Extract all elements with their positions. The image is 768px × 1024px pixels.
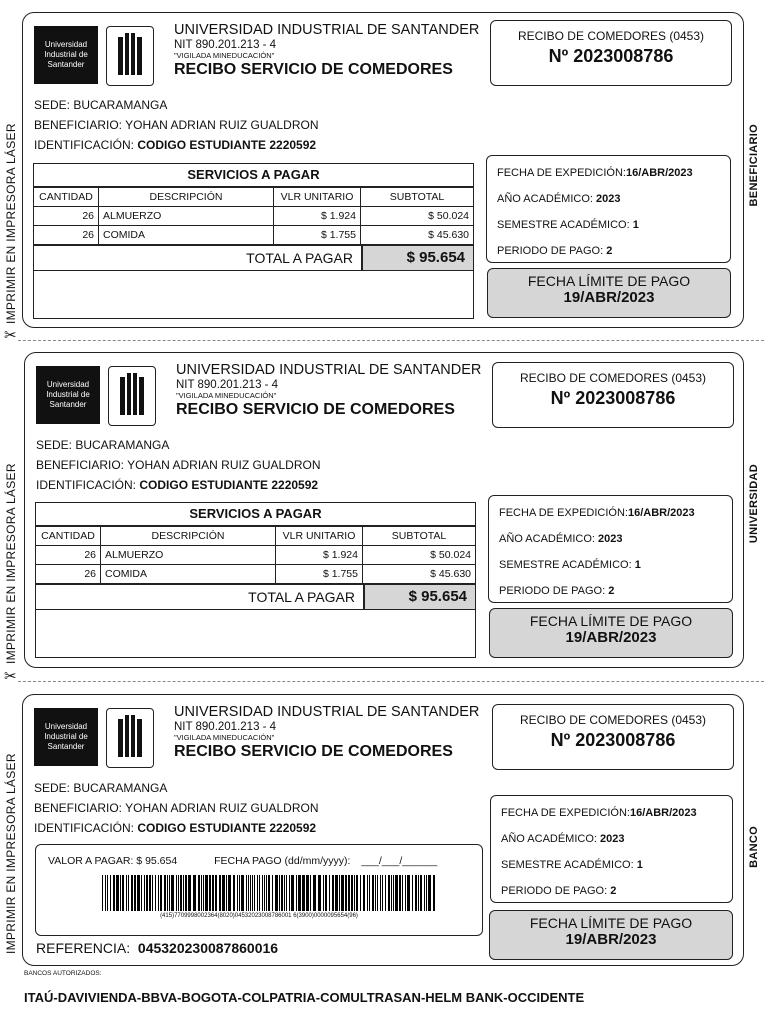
periodo-value: 2 bbox=[610, 885, 617, 897]
logo-text: Santander bbox=[47, 742, 85, 751]
barcode-bar bbox=[388, 875, 390, 911]
barcode-bar bbox=[167, 875, 168, 911]
barcode-bar bbox=[310, 875, 311, 911]
receipt-number-box bbox=[492, 362, 734, 428]
cell-descripcion: ALMUERZO bbox=[101, 546, 276, 565]
barcode-bar bbox=[178, 875, 179, 911]
barcode-bar bbox=[412, 875, 413, 911]
barcode-bar bbox=[281, 875, 283, 911]
barcode-bar bbox=[171, 875, 174, 911]
cell-cantidad: 26 bbox=[36, 565, 101, 584]
identificacion-label: IDENTIFICACIÓN: bbox=[34, 138, 135, 152]
barcode-bar bbox=[264, 875, 265, 911]
barcode-bar bbox=[306, 875, 309, 911]
cell-descripcion: COMIDA bbox=[101, 565, 276, 584]
barcode-bar bbox=[131, 875, 133, 911]
periodo-value: 2 bbox=[608, 585, 615, 597]
print-instruction: IMPRIMIR EN IMPRESORA LÁSER bbox=[4, 463, 18, 664]
column-header: DESCRIPCIÓN bbox=[99, 188, 274, 207]
barcode-bar bbox=[250, 875, 251, 911]
header-block bbox=[174, 22, 479, 79]
dates-box bbox=[490, 795, 733, 903]
periodo-label: PERIODO DE PAGO: bbox=[497, 245, 607, 257]
barcode-bar bbox=[164, 875, 166, 911]
cell-subtotal: $ 45.630 bbox=[363, 565, 476, 584]
cell-unitario: $ 1.924 bbox=[276, 546, 363, 565]
beneficiario: BENEFICIARIO: YOHAN ADRIAN RUIZ GUALDRON bbox=[34, 118, 319, 132]
barcode-bar bbox=[219, 875, 221, 911]
barcode-bar bbox=[257, 875, 258, 911]
barcode-bar bbox=[239, 875, 240, 911]
barcode-bar bbox=[407, 875, 410, 911]
barcode-bar bbox=[262, 875, 263, 911]
vigilada-label: "VIGILADA MINEDUCACIÓN" bbox=[174, 50, 275, 60]
barcode-bar bbox=[424, 875, 425, 911]
barcode-bar bbox=[116, 875, 119, 911]
barcode-bar bbox=[399, 875, 401, 911]
cell-descripcion: COMIDA bbox=[99, 226, 274, 245]
barcode-bar bbox=[188, 875, 191, 911]
university-logo bbox=[34, 708, 98, 766]
reference-value: 045320230087860016 bbox=[137, 940, 279, 956]
barcode-bar bbox=[212, 875, 214, 911]
services-title: SERVICIOS A PAGAR bbox=[34, 164, 473, 187]
expedicion-value: 16/ABR/2023 bbox=[629, 807, 697, 819]
barcode-bar bbox=[428, 875, 431, 911]
semestre-label: SEMESTRE ACADÉMICO: bbox=[499, 559, 635, 571]
logo-text: Universidad bbox=[46, 380, 90, 389]
periodo-value: 2 bbox=[606, 245, 613, 257]
logo-text: Santander bbox=[49, 400, 87, 409]
print-instruction: IMPRIMIR EN IMPRESORA LÁSER bbox=[4, 753, 18, 954]
cell-subtotal: $ 50.024 bbox=[363, 546, 476, 565]
total-row bbox=[34, 245, 473, 271]
barcode-bar bbox=[329, 875, 330, 911]
total-value: $ 95.654 bbox=[363, 585, 475, 609]
fecha-pago-label: FECHA PAGO (dd/mm/yyyy): bbox=[214, 855, 351, 867]
identificacion-label: IDENTIFICACIÓN: bbox=[36, 478, 137, 492]
uis-emblem-icon bbox=[108, 366, 156, 426]
valor-a-pagar: VALOR A PAGAR: $ 95.654 bbox=[48, 855, 178, 867]
barcode-bar bbox=[259, 875, 260, 911]
logo-text: Industrial de bbox=[44, 732, 88, 741]
sede: SEDE: BUCARAMANGA bbox=[36, 438, 170, 452]
services-title: SERVICIOS A PAGAR bbox=[36, 503, 475, 526]
barcode-bar bbox=[176, 875, 177, 911]
barcode-bar bbox=[183, 875, 184, 911]
barcode-bar bbox=[152, 875, 153, 911]
barcode-bar bbox=[332, 875, 334, 911]
barcode-bar bbox=[120, 875, 121, 911]
periodo-label: PERIODO DE PAGO: bbox=[501, 885, 611, 897]
student-info bbox=[36, 435, 321, 495]
anio-value: 2023 bbox=[600, 833, 625, 845]
barcode-bar bbox=[222, 875, 225, 911]
barcode-bar bbox=[266, 875, 267, 911]
vigilada-label: "VIGILADA MINEDUCACIÓN" bbox=[174, 732, 275, 742]
barcode-bar bbox=[323, 875, 324, 911]
student-info bbox=[34, 95, 319, 155]
barcode-bar bbox=[107, 875, 108, 911]
header-block bbox=[176, 362, 481, 419]
barcode-bar bbox=[215, 875, 217, 911]
logo-text: Universidad bbox=[44, 722, 88, 731]
university-name: UNIVERSIDAD INDUSTRIAL DE SANTANDER bbox=[174, 22, 480, 38]
anio-value: 2023 bbox=[596, 193, 621, 205]
barcode-bar bbox=[102, 875, 103, 911]
barcode-bar bbox=[284, 875, 285, 911]
barcode-bar bbox=[375, 875, 376, 911]
receipt-number-box bbox=[490, 20, 732, 86]
semestre-label: SEMESTRE ACADÉMICO: bbox=[501, 859, 637, 871]
due-date-value: 19/ABR/2023 bbox=[565, 931, 657, 948]
identificacion-value: CODIGO ESTUDIANTE 2220592 bbox=[137, 138, 317, 152]
anio-value: 2023 bbox=[598, 533, 623, 545]
barcode-bar bbox=[380, 875, 381, 911]
barcode-bar bbox=[339, 875, 340, 911]
semestre-label: SEMESTRE ACADÉMICO: bbox=[497, 219, 633, 231]
receipt-number: Nº 2023008786 bbox=[550, 730, 676, 750]
barcode-bar bbox=[158, 875, 159, 911]
barcode-bar bbox=[248, 875, 249, 911]
scissors-icon: ✂ bbox=[4, 668, 17, 685]
barcode-bar bbox=[155, 875, 156, 911]
column-header: SUBTOTAL bbox=[363, 527, 476, 546]
page-title: RECIBO SERVICIO DE COMEDORES bbox=[174, 60, 453, 78]
uis-emblem-icon bbox=[106, 708, 154, 768]
logo-text: Industrial de bbox=[44, 50, 88, 59]
barcode-bar bbox=[144, 875, 145, 911]
barcode-bar bbox=[356, 875, 358, 911]
scissors-icon: ✂ bbox=[4, 327, 17, 344]
barcode-bar bbox=[351, 875, 353, 911]
cell-unitario: $ 1.924 bbox=[274, 207, 361, 226]
barcode-bar bbox=[377, 875, 378, 911]
barcode-bar bbox=[137, 875, 140, 911]
dates-box bbox=[488, 495, 733, 603]
page-title: RECIBO SERVICIO DE COMEDORES bbox=[176, 400, 455, 418]
barcode-bar bbox=[228, 875, 231, 911]
barcode-bar bbox=[296, 875, 297, 911]
student-info bbox=[34, 778, 319, 838]
barcode-bar bbox=[160, 875, 162, 911]
payment-line bbox=[48, 855, 437, 867]
receipt-number: Nº 2023008786 bbox=[550, 388, 676, 408]
university-logo bbox=[36, 366, 100, 424]
barcode-bar bbox=[180, 875, 182, 911]
cell-cantidad: 26 bbox=[36, 546, 101, 565]
identificacion-value: CODIGO ESTUDIANTE 2220592 bbox=[137, 821, 317, 835]
barcode-bar bbox=[105, 875, 106, 911]
due-date-label: FECHA LÍMITE DE PAGO bbox=[527, 273, 691, 289]
stub-label-universidad: UNIVERSIDAD bbox=[748, 464, 760, 544]
bancos-label: BANCOS AUTORIZADOS: bbox=[24, 970, 102, 977]
table-header-row bbox=[34, 188, 473, 207]
table-row bbox=[34, 226, 473, 245]
expedicion-label: FECHA DE EXPEDICIÓN: bbox=[497, 167, 626, 179]
receipt-label: RECIBO DE COMEDORES (0453) bbox=[517, 29, 705, 43]
column-header: SUBTOTAL bbox=[361, 188, 474, 207]
barcode-bar bbox=[268, 875, 270, 911]
barcode-bar bbox=[128, 875, 129, 911]
page-title: RECIBO SERVICIO DE COMEDORES bbox=[174, 742, 453, 760]
services-table bbox=[33, 163, 474, 319]
barcode-bar bbox=[360, 875, 361, 911]
anio-label: AÑO ACADÉMICO: bbox=[497, 193, 597, 205]
expedicion-value: 16/ABR/2023 bbox=[627, 507, 695, 519]
column-header: CANTIDAD bbox=[36, 527, 101, 546]
barcode-bar bbox=[341, 875, 344, 911]
anio-label: AÑO ACADÉMICO: bbox=[499, 533, 599, 545]
barcode-bar bbox=[289, 875, 290, 911]
expedicion-label: FECHA DE EXPEDICIÓN: bbox=[501, 807, 630, 819]
anio-label: AÑO ACADÉMICO: bbox=[501, 833, 601, 845]
semestre-value: 1 bbox=[634, 559, 641, 571]
services-table bbox=[35, 502, 476, 658]
barcode-bar bbox=[325, 875, 327, 911]
reference bbox=[36, 940, 278, 956]
payment-slip bbox=[35, 844, 483, 936]
barcode-bar bbox=[369, 875, 370, 911]
barcode-bar bbox=[291, 875, 294, 911]
logo-text: Santander bbox=[47, 60, 85, 69]
barcode-bar bbox=[415, 875, 417, 911]
logo-text: Universidad bbox=[44, 40, 88, 49]
barcode-bar bbox=[122, 875, 124, 911]
barcode-bar bbox=[149, 875, 151, 911]
cut-line bbox=[18, 340, 764, 341]
uis-emblem-icon bbox=[106, 26, 154, 86]
cell-subtotal: $ 50.024 bbox=[361, 207, 474, 226]
barcode-bar bbox=[233, 875, 235, 911]
barcode-bar bbox=[134, 875, 136, 911]
due-date-box bbox=[489, 608, 733, 658]
barcode-bar bbox=[405, 875, 406, 911]
column-header: CANTIDAD bbox=[34, 188, 99, 207]
receipt-number: Nº 2023008786 bbox=[548, 46, 674, 66]
column-header: VLR UNITARIO bbox=[274, 188, 361, 207]
barcode-bar bbox=[110, 875, 111, 911]
barcode-bar bbox=[205, 875, 208, 911]
due-date-value: 19/ABR/2023 bbox=[565, 629, 657, 646]
barcode-bar bbox=[382, 875, 383, 911]
total-value: $ 95.654 bbox=[361, 246, 473, 270]
barcode-bar bbox=[201, 875, 202, 911]
barcode-bar bbox=[141, 875, 142, 911]
university-name: UNIVERSIDAD INDUSTRIAL DE SANTANDER bbox=[176, 362, 482, 378]
barcode-bar bbox=[418, 875, 419, 911]
barcode-image bbox=[102, 875, 437, 911]
barcode-bar bbox=[354, 875, 355, 911]
identificacion-label: IDENTIFICACIÓN: bbox=[34, 821, 135, 835]
barcode-bar bbox=[302, 875, 305, 911]
header-block bbox=[174, 704, 479, 761]
column-header: DESCRIPCIÓN bbox=[101, 527, 276, 546]
cell-cantidad: 26 bbox=[34, 207, 99, 226]
expedicion-label: FECHA DE EXPEDICIÓN: bbox=[499, 507, 628, 519]
barcode-bar bbox=[393, 875, 394, 911]
barcode-bar bbox=[272, 875, 273, 911]
barcode-bar bbox=[275, 875, 278, 911]
barcode-bar bbox=[298, 875, 301, 911]
nit: NIT 890.201.213 - 4 bbox=[174, 720, 277, 733]
print-instruction: IMPRIMIR EN IMPRESORA LÁSER bbox=[4, 123, 18, 324]
barcode-bar bbox=[279, 875, 280, 911]
nit: NIT 890.201.213 - 4 bbox=[176, 378, 279, 391]
due-date-value: 19/ABR/2023 bbox=[563, 289, 655, 306]
cut-line bbox=[18, 681, 764, 682]
barcode-bar bbox=[209, 875, 211, 911]
authorized-banks: ITAÚ-DAVIVIENDA-BBVA-BOGOTA-COLPATRIA-COMULTRASAN-HELM BANK-OCCIDENTE bbox=[24, 990, 585, 1005]
beneficiario: BENEFICIARIO: YOHAN ADRIAN RUIZ GUALDRON bbox=[34, 801, 319, 815]
barcode-bar bbox=[126, 875, 127, 911]
due-date-box bbox=[489, 910, 733, 960]
stub-label-banco: BANCO bbox=[748, 826, 760, 868]
barcode-bar bbox=[193, 875, 196, 911]
university-name: UNIVERSIDAD INDUSTRIAL DE SANTANDER bbox=[174, 704, 480, 720]
barcode-bar bbox=[391, 875, 392, 911]
table-row bbox=[36, 565, 475, 584]
cell-subtotal: $ 45.630 bbox=[361, 226, 474, 245]
logo-text: Industrial de bbox=[46, 390, 90, 399]
barcode-bar bbox=[318, 875, 321, 911]
receipt-number-box bbox=[492, 704, 734, 770]
cell-descripcion: ALMUERZO bbox=[99, 207, 274, 226]
university-logo bbox=[34, 26, 98, 84]
barcode-bar bbox=[237, 875, 238, 911]
barcode-bar bbox=[345, 875, 347, 911]
total-label: TOTAL A PAGAR bbox=[246, 250, 353, 266]
barcode-bar bbox=[286, 875, 287, 911]
due-date-box bbox=[487, 268, 731, 318]
dates-box bbox=[486, 155, 731, 263]
barcode-bar bbox=[348, 875, 350, 911]
column-header: VLR UNITARIO bbox=[276, 527, 363, 546]
barcode-bar bbox=[426, 875, 427, 911]
barcode-bar bbox=[402, 875, 403, 911]
due-date-label: FECHA LÍMITE DE PAGO bbox=[529, 613, 693, 629]
semestre-value: 1 bbox=[636, 859, 643, 871]
total-row bbox=[36, 584, 475, 610]
reference-label: REFERENCIA: bbox=[36, 940, 131, 956]
barcode-bar bbox=[203, 875, 204, 911]
semestre-value: 1 bbox=[632, 219, 639, 231]
barcode-bar bbox=[241, 875, 244, 911]
barcode-bar bbox=[335, 875, 338, 911]
sede: SEDE: BUCARAMANGA bbox=[34, 98, 168, 112]
cell-cantidad: 26 bbox=[34, 226, 99, 245]
table-row bbox=[36, 546, 475, 565]
fecha-pago-blank[interactable]: ___/___/______ bbox=[361, 855, 438, 867]
barcode-bar bbox=[420, 875, 422, 911]
barcode-bar bbox=[363, 875, 365, 911]
barcode-bar bbox=[395, 875, 398, 911]
barcode-bar bbox=[254, 875, 255, 911]
expedicion-value: 16/ABR/2023 bbox=[625, 167, 693, 179]
barcode-bar bbox=[433, 875, 435, 911]
barcode-bar bbox=[252, 875, 253, 911]
beneficiario: BENEFICIARIO: YOHAN ADRIAN RUIZ GUALDRON bbox=[36, 458, 321, 472]
barcode-bar bbox=[226, 875, 227, 911]
total-label: TOTAL A PAGAR bbox=[248, 589, 355, 605]
table-row bbox=[34, 207, 473, 226]
barcode-bar bbox=[313, 875, 316, 911]
barcode-bar bbox=[367, 875, 368, 911]
barcode-bar bbox=[198, 875, 200, 911]
barcode-bar bbox=[185, 875, 187, 911]
receipt-label: RECIBO DE COMEDORES (0453) bbox=[519, 371, 707, 385]
identificacion-value: CODIGO ESTUDIANTE 2220592 bbox=[139, 478, 319, 492]
nit: NIT 890.201.213 - 4 bbox=[174, 38, 277, 51]
barcode-bar bbox=[385, 875, 386, 911]
sede: SEDE: BUCARAMANGA bbox=[34, 781, 168, 795]
barcode-text: (415)7709998002364(8020)04532023008786001 6(3900)0000095654(96) bbox=[160, 913, 358, 919]
barcode-bar bbox=[372, 875, 374, 911]
table-header-row bbox=[36, 527, 475, 546]
stub-label-beneficiario: BENEFICIARIO bbox=[748, 124, 760, 207]
due-date-label: FECHA LÍMITE DE PAGO bbox=[529, 915, 693, 931]
barcode-bar bbox=[246, 875, 247, 911]
cell-unitario: $ 1.755 bbox=[274, 226, 361, 245]
periodo-label: PERIODO DE PAGO: bbox=[499, 585, 609, 597]
vigilada-label: "VIGILADA MINEDUCACIÓN" bbox=[176, 390, 277, 400]
barcode-bar bbox=[146, 875, 148, 911]
barcode-bar bbox=[169, 875, 170, 911]
cell-unitario: $ 1.755 bbox=[276, 565, 363, 584]
barcode-bar bbox=[113, 875, 115, 911]
receipt-label: RECIBO DE COMEDORES (0453) bbox=[519, 713, 707, 727]
